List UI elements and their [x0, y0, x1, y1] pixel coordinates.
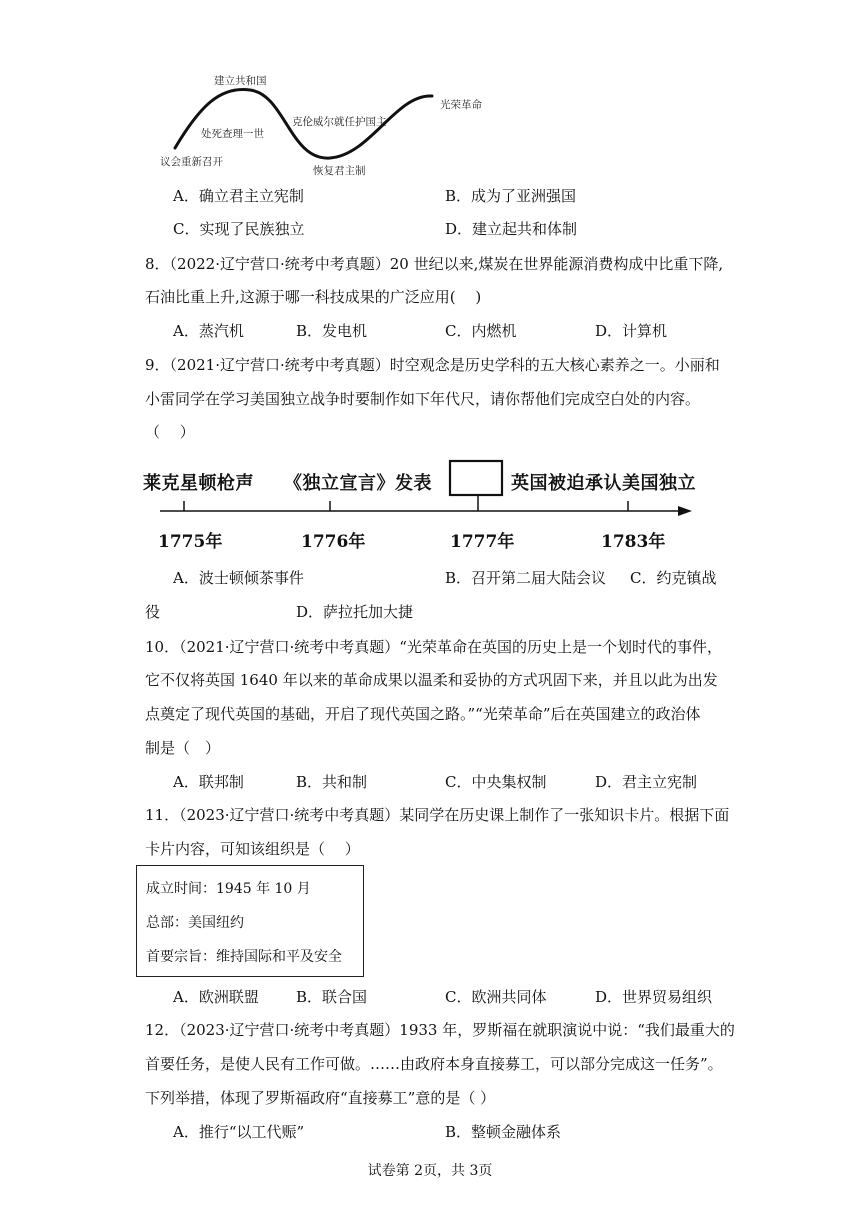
wave-label-glorious-revolution: 光荣革命: [440, 99, 482, 111]
q9-option-c[interactable]: C．约克镇战: [630, 569, 717, 587]
q7-option-d[interactable]: D．建立起共和体制: [445, 220, 578, 238]
timeline-event-declaration: 《独立宣言》发表: [284, 473, 432, 494]
q9-option-d[interactable]: D．萨拉托加大捷: [296, 603, 414, 621]
timeline-year-1783: 1783年: [601, 532, 666, 552]
q11-option-c[interactable]: C．欧洲共同体: [445, 988, 547, 1006]
q12-stem-line3: 下列举措，体现了罗斯福政府“直接募工”意的是（ ）: [145, 1089, 496, 1107]
timeline-arrowhead: [678, 506, 692, 516]
q9-option-b[interactable]: B．召开第二届大陆会议: [445, 569, 607, 587]
q10-stem-line4: 制是（ ）: [145, 739, 221, 757]
q10-option-b[interactable]: B．共和制: [296, 773, 368, 791]
q8-stem-line1: 8．（2022·辽宁营口·统考中考真题）20 世纪以来,煤炭在世界能源消费构成中比重下降,: [145, 255, 724, 273]
wave-label-parliament-reconvened: 议会重新召开: [160, 156, 223, 168]
q8-option-c[interactable]: C．内燃机: [445, 322, 517, 340]
q8-option-a[interactable]: A．蒸汽机: [173, 322, 244, 340]
q8-stem-line2: 石油比重上升,这源于哪一科技成果的广泛应用( ): [145, 288, 482, 306]
q8-option-d[interactable]: D．计算机: [595, 322, 668, 340]
q9-stem-line1: 9．（2021·辽宁营口·统考中考真题）时空观念是历史学科的五大核心素养之一。小丽和: [145, 356, 720, 374]
q12-stem-line2: 首要任务，是使人民有工作可做。……由政府本身直接募工，可以部分完成这一任务”。: [145, 1055, 723, 1073]
q7-option-a[interactable]: A．确立君主立宪制: [173, 187, 304, 205]
q9-option-a[interactable]: A．波士顿倾茶事件: [173, 569, 304, 587]
q7-option-b[interactable]: B．成为了亚洲强国: [445, 187, 577, 205]
wave-label-restoration: 恢复君主制: [313, 165, 366, 177]
card-headquarters: 总部：美国纽约: [146, 915, 244, 931]
q12-option-b[interactable]: B．整顿金融体系: [445, 1123, 562, 1141]
timeline-event-recognized: 英国被迫承认美国独立: [511, 473, 696, 494]
card-founded: 成立时间：1945 年 10 月: [146, 881, 311, 897]
timeline-blank-box: [450, 461, 502, 495]
wave-label-cromwell-protector: 克伦威尔就任护国主: [292, 116, 387, 128]
q9-stem-line3: （ ）: [145, 423, 195, 441]
q9-option-c-cont: 役: [145, 603, 161, 621]
q10-option-c[interactable]: C．中央集权制: [445, 773, 547, 791]
q9-stem-line2: 小雷同学在学习美国独立战争时要制作如下年代尺，请你帮他们完成空白处的内容。: [145, 390, 701, 408]
q10-stem-line2: 它不仅将英国 1640 年以来的革命成果以温柔和妥协的方式巩固下来，并且以此为出发: [145, 671, 718, 689]
timeline-event-lexington: 莱克星顿枪声: [143, 473, 254, 494]
q10-stem-line1: 10．（2021·辽宁营口·统考中考真题）“光荣革命在英国的历史上是一个划时代的事件，: [145, 638, 722, 656]
q10-option-d[interactable]: D．君主立宪制: [595, 773, 698, 791]
q8-option-b[interactable]: B．发电机: [296, 322, 368, 340]
wave-label-establish-republic: 建立共和国: [214, 75, 267, 87]
knowledge-card: [136, 865, 364, 977]
q11-option-d[interactable]: D．世界贸易组织: [595, 988, 713, 1006]
q7-option-c[interactable]: C．实现了民族独立: [173, 220, 305, 238]
timeline-year-1777: 1777年: [450, 532, 515, 552]
q10-stem-line3: 点奠定了现代英国的基础，开启了现代英国之路。”“光荣革命”后在英国建立的政治体: [145, 705, 701, 723]
q11-stem-line1: 11．（2023·辽宁营口·统考中考真题）某同学在历史课上制作了一张知识卡片。根据下面: [145, 806, 730, 824]
q12-option-a[interactable]: A．推行“以工代赈”: [173, 1123, 305, 1141]
q11-option-b[interactable]: B．联合国: [296, 988, 368, 1006]
q11-stem-line2: 卡片内容，可知该组织是（ ）: [145, 840, 360, 858]
wave-label-execute-charles: 处死查理一世: [201, 128, 264, 140]
q12-stem-line1: 12．（2023·辽宁营口·统考中考真题）1933 年，罗斯福在就职演说中说：“我们最重大的: [145, 1021, 735, 1039]
q11-option-a[interactable]: A．欧洲联盟: [173, 988, 259, 1006]
page-footer: 试卷第 2页，共 3页: [367, 1163, 493, 1179]
card-purpose: 首要宗旨：维持国际和平及安全: [146, 949, 342, 965]
timeline-year-1775: 1775年: [158, 532, 223, 552]
q10-option-a[interactable]: A．联邦制: [173, 773, 244, 791]
timeline-year-1776: 1776年: [301, 532, 366, 552]
